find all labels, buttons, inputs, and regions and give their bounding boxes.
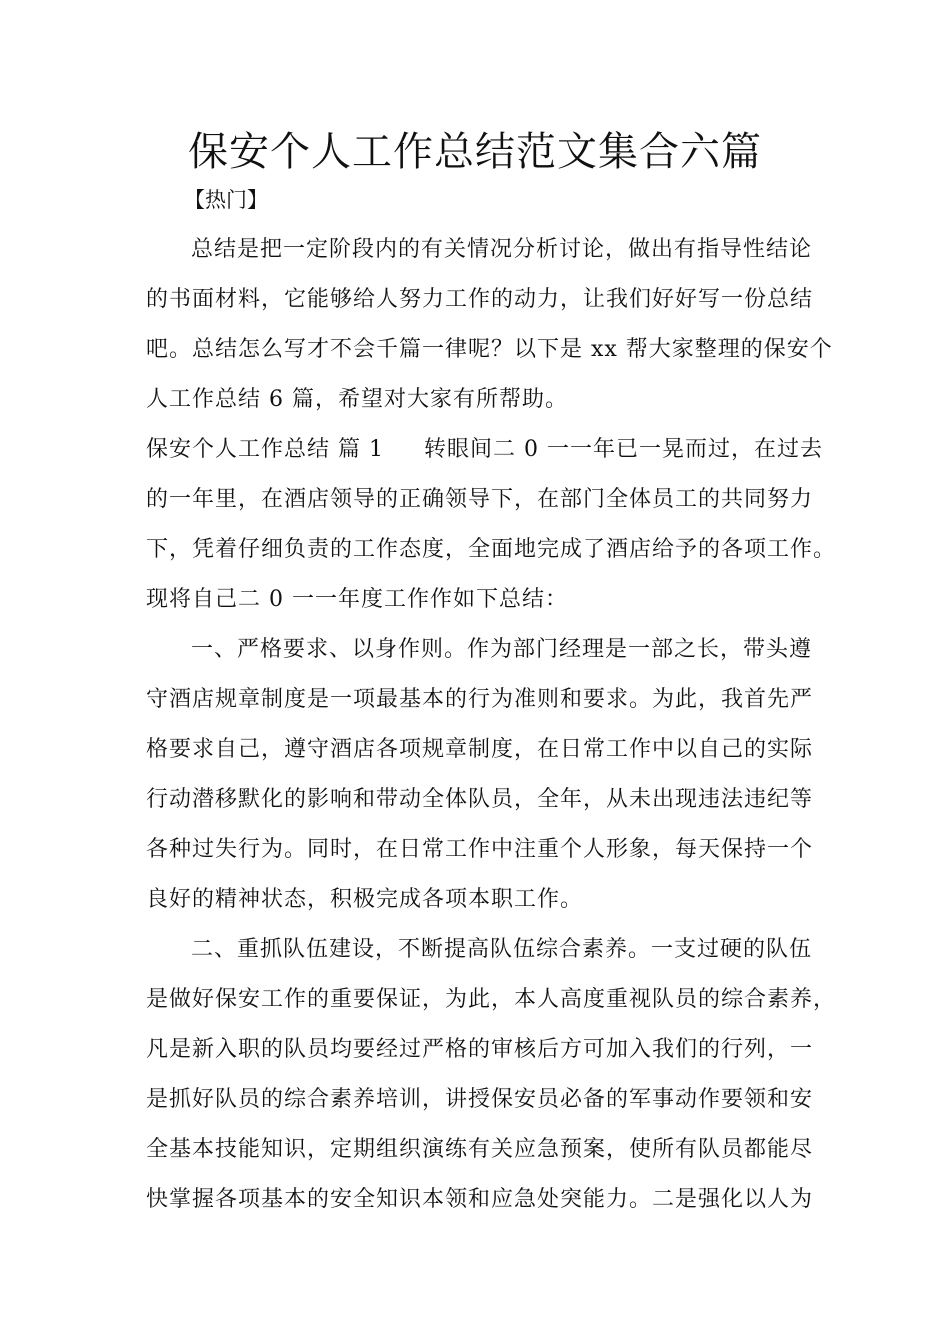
text-line [0,425,950,475]
section-heading: 保安个人工作总结 篇 1 [146,437,384,462]
text-line [0,625,950,675]
line-text: 的书面材料，它能够给人努力工作的动力，让我们好好写一份总结 [146,287,814,312]
line-text: 人工作总结 6 篇，希望对大家有所帮助。 [146,387,568,412]
line-text: 全基本技能知识，定期组织演练有关应急预案，使所有队员都能尽 [146,1137,814,1162]
line-text: 现将自己二 0 一一年度工作作如下总结： [146,587,568,612]
line-text: 守酒店规章制度是一项最基本的行为准则和要求。为此，我首先严 [146,687,814,712]
text-line [0,825,950,875]
text-line [0,275,950,325]
line-text: 转眼间二 0 一一年已一晃而过，在过去 [424,437,823,462]
line-text: 凡是新入职的队员均要经过严格的审核后方可加入我们的行列，一 [146,1037,814,1062]
line-text: 各种过失行为。同时，在日常工作中注重个人形象，每天保持一个 [146,837,814,862]
line-text: 快掌握各项基本的安全知识本领和应急处突能力。二是强化以人为 [146,1187,814,1212]
text-line [0,325,950,375]
line-text: 是做好保安工作的重要保证，为此，本人高度重视队员的综合素养， [146,987,837,1012]
text-line [0,1175,950,1225]
text-line [0,975,950,1025]
text-line [0,575,950,625]
line-text: 二、重抓队伍建设，不断提高队伍综合素养。一支过硬的队伍 [191,937,813,962]
text-line [0,375,950,425]
line-text: 是抓好队员的综合素养培训，讲授保安员必备的军事动作要领和安 [146,1087,814,1112]
line-text: 下，凭着仔细负责的工作态度，全面地完成了酒店给予的各项工作。 [146,537,837,562]
line-text: 吧。总结怎么写才不会千篇一律呢？以下是 xx 帮大家整理的保安个 [146,337,833,362]
text-line [0,775,950,825]
line-text: 总结是把一定阶段内的有关情况分析讨论，做出有指导性结论 [191,237,813,262]
text-line [0,1025,950,1075]
line-text: 格要求自己，遵守酒店各项规章制度，在日常工作中以自己的实际 [146,737,814,762]
text-line [0,725,950,775]
line-text: 一、严格要求、以身作则。作为部门经理是一部之长，带头遵 [191,637,813,662]
document-title: 保安个人工作总结范文集合六篇 [188,129,762,175]
line-text: 行动潜移默化的影响和带动全体队员，全年，从未出现违法违纪等 [146,787,814,812]
text-line [0,675,950,725]
text-line [0,525,950,575]
hot-tag: 【热门】 [184,188,268,212]
text-line [0,925,950,975]
line-text: 良好的精神状态，积极完成各项本职工作。 [146,887,584,912]
text-line [0,475,950,525]
text-line [0,225,950,275]
text-line [0,1125,950,1175]
line-text: 的一年里，在酒店领导的正确领导下，在部门全体员工的共同努力 [146,487,814,512]
text-line [0,1075,950,1125]
text-line [0,875,950,925]
